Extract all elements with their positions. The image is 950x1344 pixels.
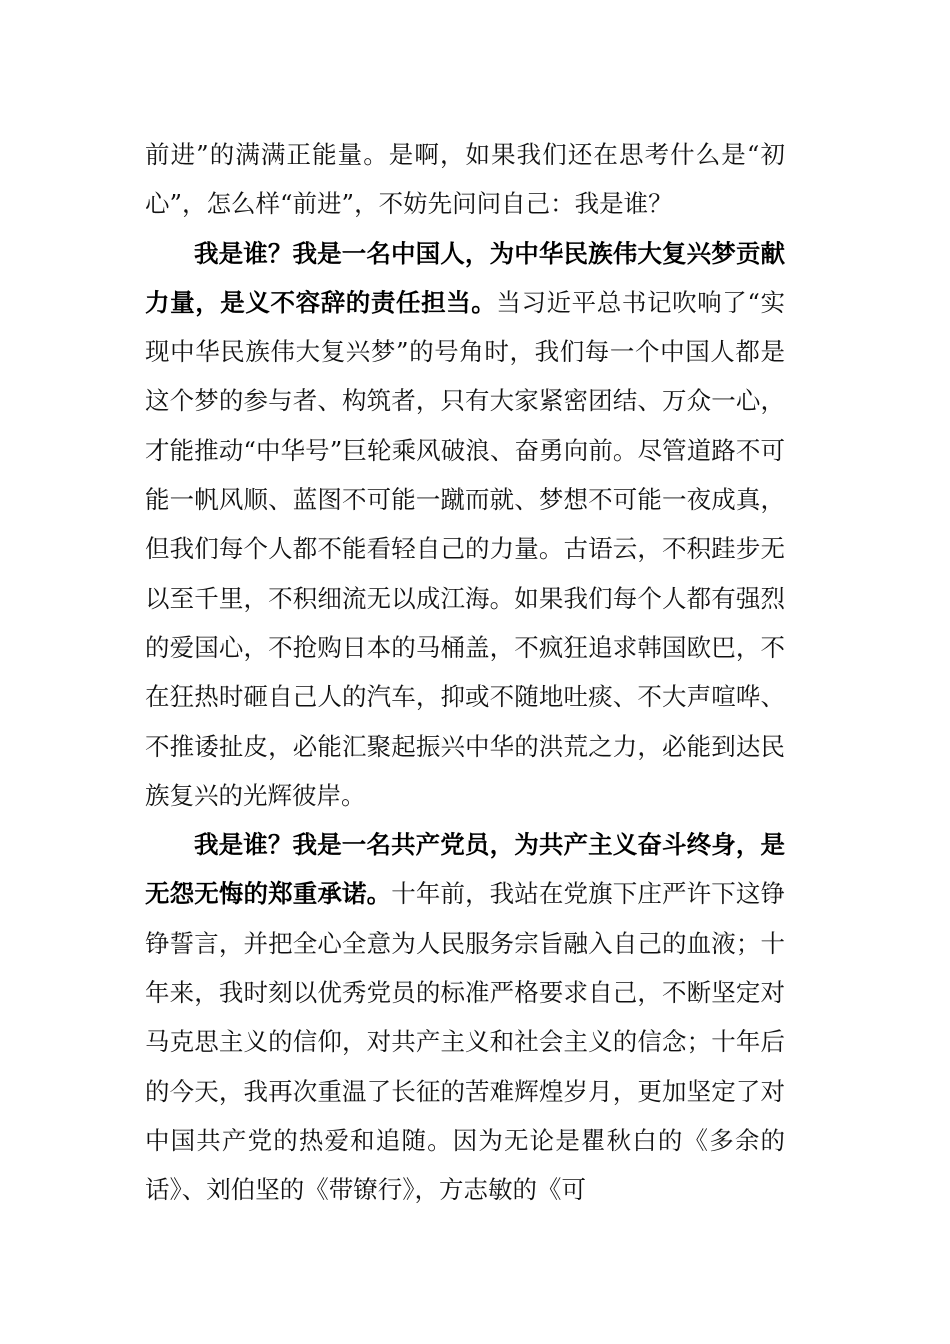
paragraph-party-member — [145, 820, 785, 1214]
paragraph-chinese-citizen — [145, 229, 785, 821]
paragraph-lead: 我是谁？我是一名中国人，为中华民族伟大复兴梦贡献力量，是义不容辞的责任担当。 — [145, 238, 785, 317]
paragraph-continuation — [145, 130, 785, 229]
paragraph-text: 十年前，我站在党旗下庄严许下这铮铮誓言，并把全心全意为人民服务宗旨融入自己的血液；十年来，我时刻以优秀党员的标准严格要求自己，不断坚定对马克思主义的信仰，对共产主义和社会主义的信念；十年后的今天，我再次重温了长征的苦难辉煌岁月，更加坚定了对中国共产党的热爱和追随。因为无论是瞿秋白的《多余的话》、刘伯坚的《带镣行》，方志敏的《可 — [145, 879, 786, 1205]
paragraph-text: 前进”的满满正能量。是啊，如果我们还在思考什么是“初心”，怎么样“前进”，不妨先问问自己：我是谁？ — [145, 140, 785, 219]
paragraph-lead: 我是谁？我是一名共产党员，为共产主义奋斗终身，是无怨无悔的郑重承诺。 — [145, 830, 785, 909]
document-body — [145, 130, 785, 1215]
paragraph-text: 当习近平总书记吹响了“实现中华民族伟大复兴梦”的号角时，我们每一个中国人都是这个梦的参与者、构筑者，只有大家紧密团结、万众一心，才能推动“中华号”巨轮乘风破浪、奋勇向前。尽管道路不可能一帆风顺、蓝图不可能一蹴而就、梦想不可能一夜成真，但我们每个人都不能看轻自己的力量。古语云，不积跬步无以至千里，不积细流无以成江海。如果我们每个人都有强烈的爱国心，不抢购日本的马桶盖，不疯狂追求韩国欧巴，不在狂热时砸自己人的汽车，抑或不随地吐痰、不大声喧哗、不推诿扯皮，必能汇聚起振兴中华的洪荒之力，必能到达民族复兴的光辉彼岸。 — [145, 287, 786, 810]
